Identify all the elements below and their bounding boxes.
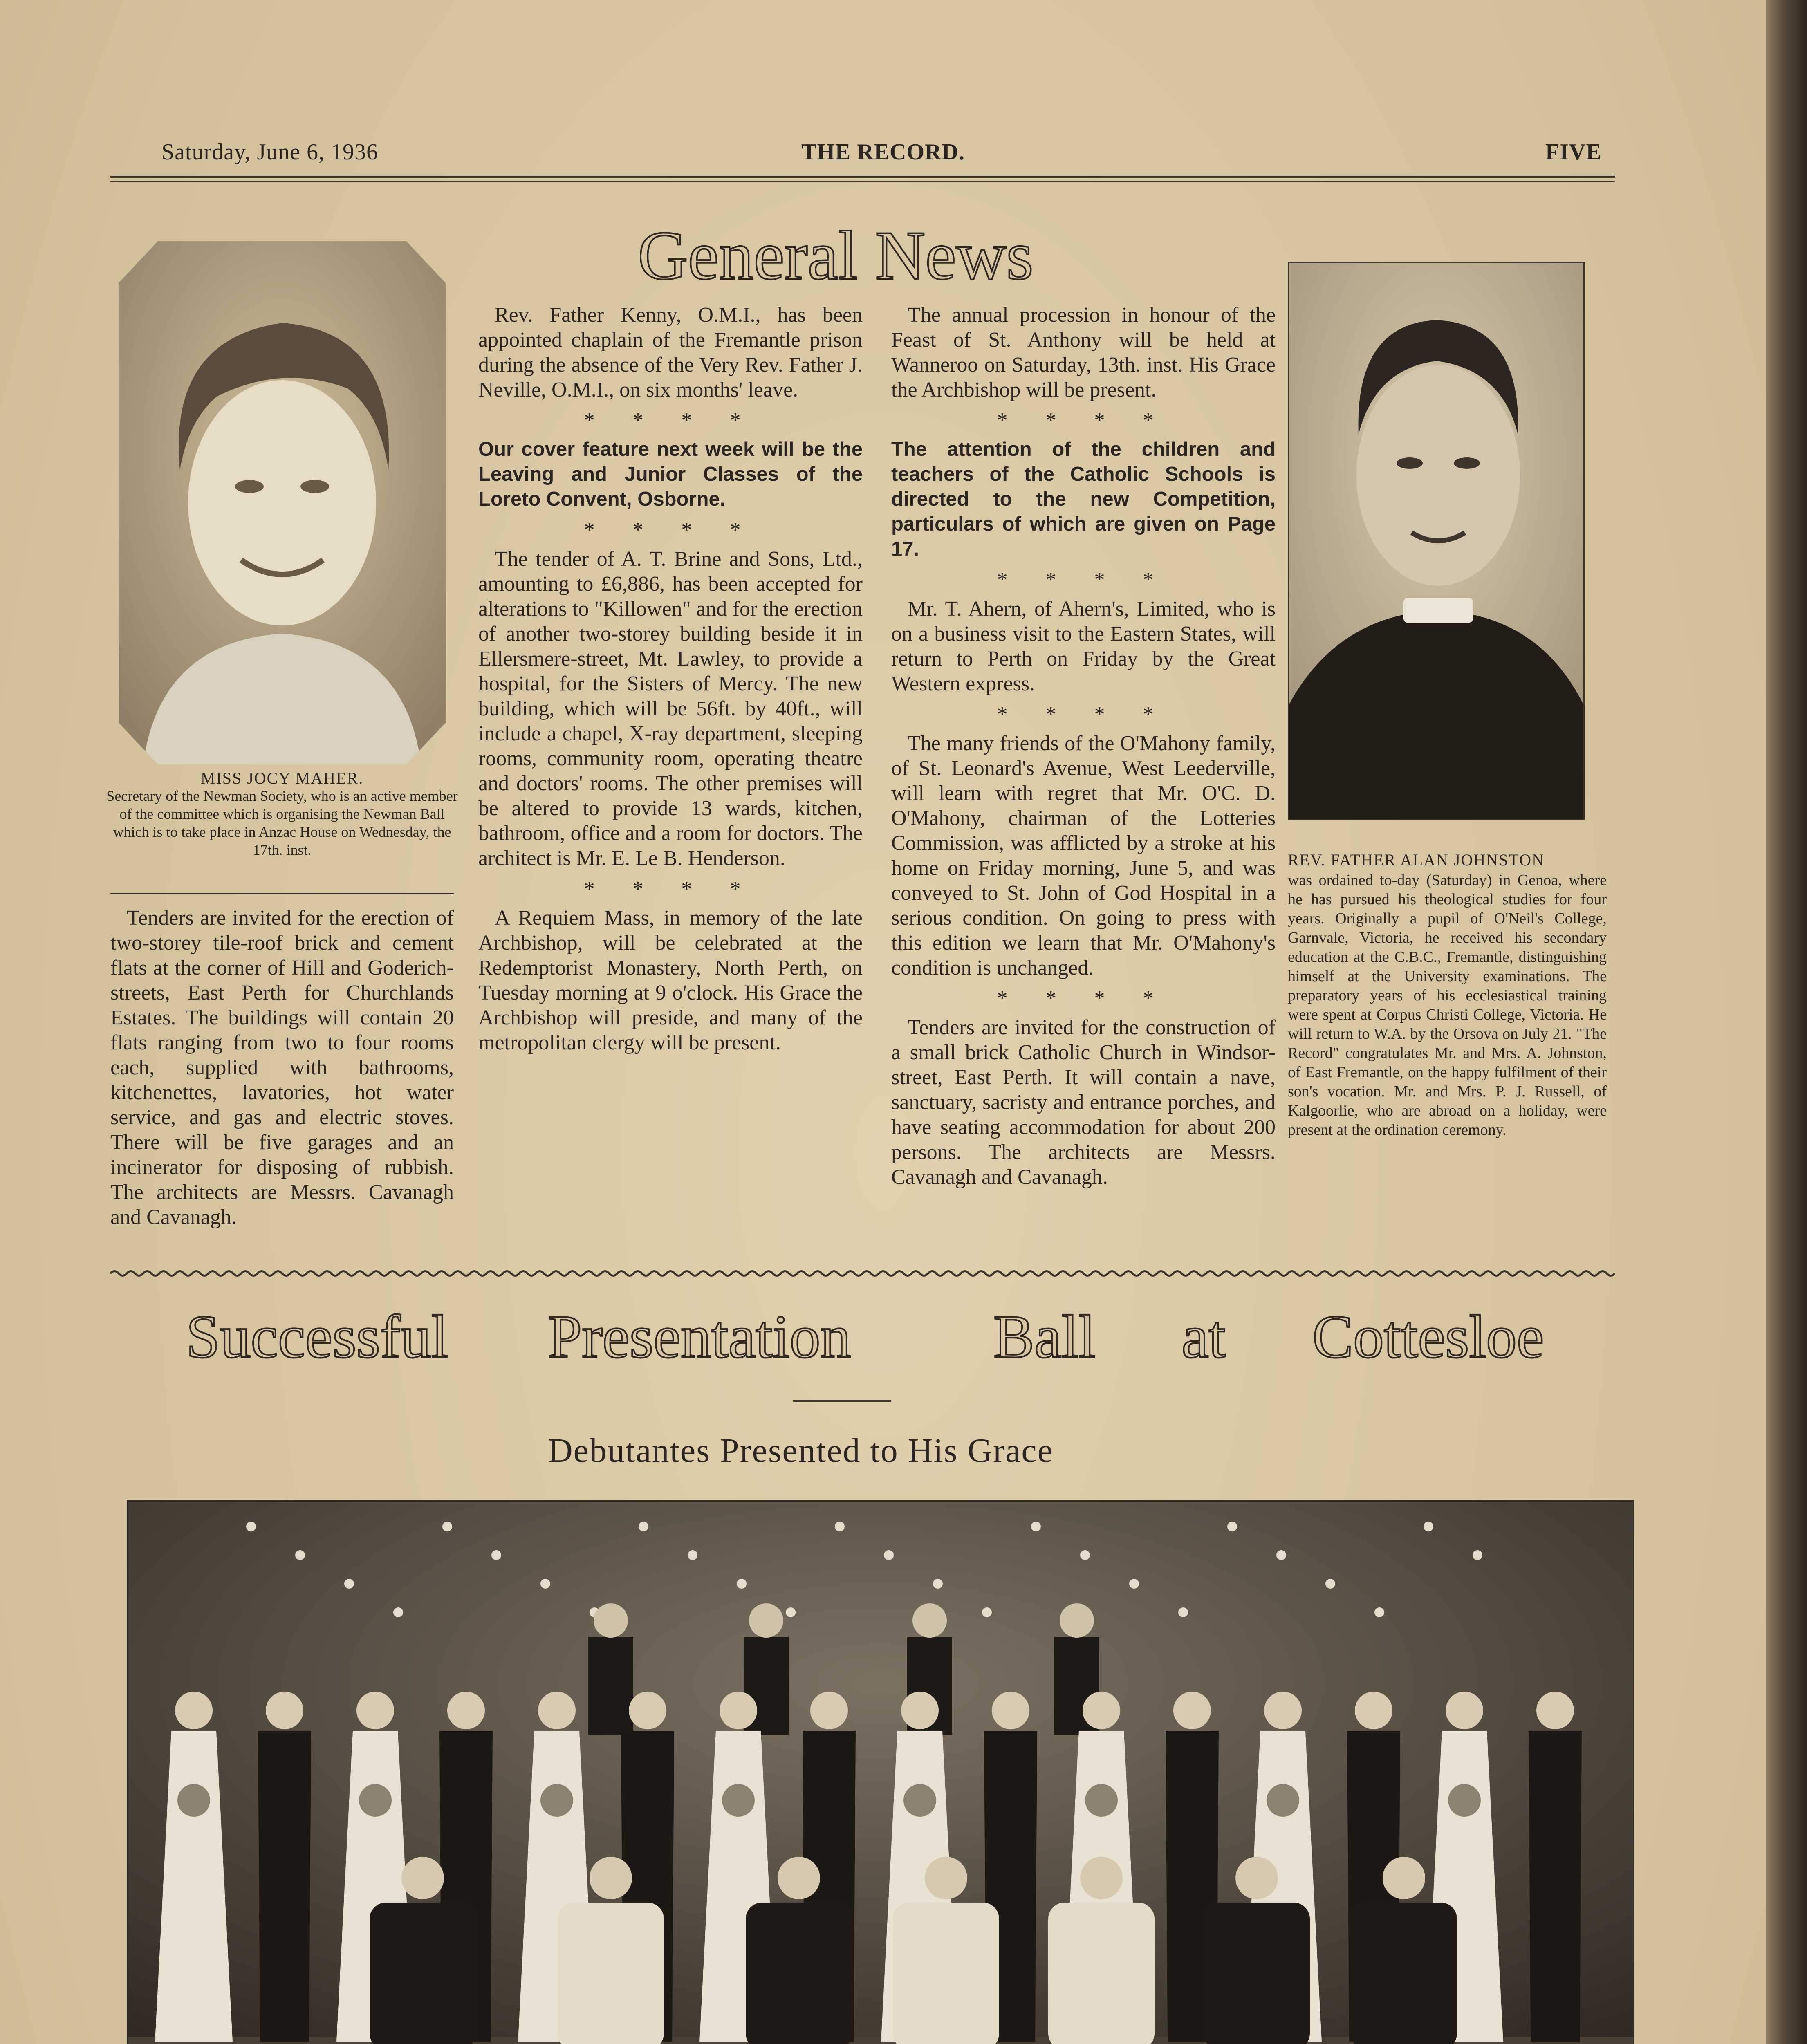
backdrop-star-icon xyxy=(344,1579,354,1589)
backdrop-star-icon xyxy=(786,1607,796,1617)
backdrop-star-icon xyxy=(933,1579,943,1589)
bouquet-icon xyxy=(722,1784,755,1817)
gn-col2-paragraph-4: Mr. T. Ahern, of Ahern's, Limited, who is on a business visit to the Eastern States, will return to Perth on Friday by the Great Western express. xyxy=(891,597,1276,695)
partner-figure xyxy=(258,1731,311,2042)
seated-figure-body xyxy=(1048,1903,1155,2044)
standing-figure-head xyxy=(538,1692,576,1729)
gn-col2-paragraph-0: The annual procession in honour of the Feast of St. Anthony will be held at Wanneroo on Saturday, 13th. inst. His Grace the Archbishop will be present. xyxy=(891,303,1276,401)
standing-figure-head xyxy=(1173,1692,1211,1729)
header-rule-thin xyxy=(110,181,1615,182)
backdrop-star-icon xyxy=(1178,1607,1188,1617)
backdrop-star-icon xyxy=(1473,1550,1482,1560)
gn-col1-paragraph-0: Rev. Father Kenny, O.M.I., has been appointed chaplain of the Fremantle prison during the absence of the Very Rev. Father J. Neville, O.M.I., on six months' leave. xyxy=(478,303,863,401)
seated-figure-head xyxy=(925,1857,967,1899)
left-tender-column xyxy=(110,905,454,1257)
seated-figure-body xyxy=(558,1903,664,2044)
bouquet-icon xyxy=(540,1784,573,1817)
ball-title-rule xyxy=(793,1400,891,1402)
standing-figure-head xyxy=(175,1692,213,1729)
backdrop-star-icon xyxy=(1276,1550,1286,1560)
wavy-divider xyxy=(110,1267,1615,1280)
gn-col2-separator-1: * * * * xyxy=(997,409,1170,432)
standing-figure-head xyxy=(720,1692,757,1729)
backdrop-star-icon xyxy=(1325,1579,1335,1589)
gn-col2-separator-5: * * * * xyxy=(997,703,1170,726)
general-news-col2 xyxy=(891,303,1276,1259)
header-page-number: FIVE xyxy=(1545,139,1602,165)
backdrop-star-icon xyxy=(1227,1522,1237,1531)
standing-figure-head xyxy=(992,1692,1029,1729)
left-photo-name: MISS JOCY MAHER. xyxy=(200,769,364,787)
backdrop-star-icon xyxy=(884,1550,894,1560)
back-row-figure-head xyxy=(749,1603,783,1638)
photo-jocy-maher xyxy=(119,241,446,764)
left-tender-text: Tenders are invited for the erection of two-storey tile-roof brick and cement flats at the corner of Hill and Goderich-streets, East Perth for Churchlands Estates. The buildings will contain 20 flats ranging from two to four rooms each, supplied with bathrooms, kitchenettes, lavatories, hot water service, and gas and electric stoves. There will be five garages and an incinerator for disposing of rubbish. The architects are Messrs. Cavanagh and Cavanagh. xyxy=(110,906,454,1229)
standing-figure-head xyxy=(1083,1692,1120,1729)
header-date: Saturday, June 6, 1936 xyxy=(161,139,379,165)
backdrop-star-icon xyxy=(688,1550,697,1560)
standing-figure-head xyxy=(447,1692,485,1729)
seated-figure-head xyxy=(1383,1857,1425,1899)
seated-figure-body xyxy=(1204,1903,1310,2044)
seated-figure-head xyxy=(590,1857,632,1899)
gn-col1-paragraph-6: A Requiem Mass, in memory of the late Archbishop, will be celebrated at the Redemptorist Monastery, North Perth, on Tuesday morning at 9 o'clock. His Grace the Archbishop will preside, and many of the metropolitan clergy will be present. xyxy=(478,906,863,1054)
gn-col1-separator-1: * * * * xyxy=(584,409,757,432)
portrait-priest-icon xyxy=(1289,263,1583,819)
backdrop-star-icon xyxy=(982,1607,992,1617)
gn-col2-paragraph-8: Tenders are invited for the construction of a small brick Catholic Church in Windsor-street, East Perth. It will contain a nave, sanctuary, sacristy and entrance porches, and have seating accommodation for about 200 persons. The architects are Messrs. Cavanagh and Cavanagh. xyxy=(891,1016,1276,1189)
seated-figure-head xyxy=(1080,1857,1123,1899)
bouquet-icon xyxy=(1085,1784,1118,1817)
binding-spine xyxy=(1766,0,1807,2044)
seated-figure-body xyxy=(893,1903,999,2044)
backdrop-star-icon xyxy=(639,1522,648,1531)
backdrop-star-icon xyxy=(540,1579,550,1589)
ball-title-word-1: Successful xyxy=(186,1303,448,1371)
portrait-woman-icon xyxy=(119,241,446,764)
seated-figure-head xyxy=(1235,1857,1278,1899)
bouquet-icon xyxy=(904,1784,936,1817)
standing-figure-head xyxy=(1355,1692,1392,1729)
standing-figure-head xyxy=(1446,1692,1483,1729)
gn-col2-separator-3: * * * * xyxy=(997,568,1170,592)
ball-title-word-2: Presentation xyxy=(548,1303,851,1371)
backdrop-star-icon xyxy=(1424,1522,1433,1531)
group-photo xyxy=(127,1500,1634,2044)
header-rule xyxy=(110,176,1615,178)
left-caption-rule xyxy=(110,893,454,894)
backdrop-star-icon xyxy=(442,1522,452,1531)
gn-col1-separator-5: * * * * xyxy=(584,877,757,901)
backdrop-star-icon xyxy=(295,1550,305,1560)
general-news-col1 xyxy=(478,303,863,1259)
seated-figure-body xyxy=(1351,1903,1457,2044)
standing-figure-head xyxy=(810,1692,848,1729)
ball-title-word-5: Cottesloe xyxy=(1312,1303,1544,1371)
bouquet-icon xyxy=(1267,1784,1299,1817)
right-photo-name: REV. FATHER ALAN JOHNSTON xyxy=(1288,851,1545,869)
group-portrait-icon xyxy=(128,1502,1633,2044)
backdrop-star-icon xyxy=(393,1607,403,1617)
standing-figure-head xyxy=(901,1692,939,1729)
seated-figure-head xyxy=(778,1857,820,1899)
right-photo-caption: was ordained to-day (Saturday) in Genoa, where he has pursued his theological studies for four years. Originally a pupil of O'Neil's College, Garnvale, Victoria, he received his secondary education at the C.B.C., Fremantle, distinguishing himself at the University examinations. The preparatory years of his ecclesiastical training were spent at Corpus Christi College, Victoria. He will return to W.A. by the Orsova on July 21. "The Record" congratulates Mr. and Mrs. A. Johnston, of East Fremantle, on the happy fulfilment of their son's vocation. Mr. and Mrs. P. J. Russell, of Kalgoorlie, who are abroad on a holiday, were present at the ordination ceremony. xyxy=(1288,872,1607,1139)
backdrop-star-icon xyxy=(491,1550,501,1560)
seated-figure-head xyxy=(401,1857,444,1899)
backdrop-star-icon xyxy=(246,1522,256,1531)
gn-col1-paragraph-4: The tender of A. T. Brine and Sons, Ltd., amounting to £6,886, has been accepted for alterations to "Killowen" and for the erection of another two-storey building beside it in Ellersmere-street, Mt. Lawley, to provide a hospital, for the Sisters of Mercy. The new building, which will be 56ft. by 40ft., will include a chapel, X-ray department, sleeping rooms, community room, operating theatre and doctors' rooms. The other premises will be altered to provide 13 wards, kitchen, bathroom, office and a room for doctors. The architect is Mr. E. Le B. Henderson. xyxy=(478,547,863,870)
standing-figure-head xyxy=(1264,1692,1302,1729)
backdrop-star-icon xyxy=(1374,1607,1384,1617)
backdrop-star-icon xyxy=(835,1522,845,1531)
ball-title-word-3: Ball xyxy=(993,1303,1096,1371)
back-row-figure-head xyxy=(1060,1603,1094,1638)
general-news-title: General News xyxy=(638,217,1034,294)
left-photo-caption: Secretary of the Newman Society, who is an active member of the committee which is organising the Newman Ball which is to take place in Anzac House on Wednesday, the 17th. inst. xyxy=(106,788,458,858)
gn-col2-paragraph-2: The attention of the children and teachers of the Catholic Schools is directed to the new Competition, particulars of which are given on Page 17. xyxy=(891,438,1276,560)
photo-alan-johnston xyxy=(1288,262,1585,820)
back-row-figure-head xyxy=(912,1603,947,1638)
header-paper-name: THE RECORD. xyxy=(801,139,965,165)
back-row-figure-head xyxy=(594,1603,628,1638)
backdrop-star-icon xyxy=(1031,1522,1041,1531)
standing-figure-head xyxy=(356,1692,394,1729)
bouquet-icon xyxy=(359,1784,392,1817)
ball-subtitle: Debutantes Presented to His Grace xyxy=(548,1432,1054,1470)
back-row-figure-body xyxy=(588,1637,633,1735)
bouquet-icon xyxy=(1448,1784,1481,1817)
standing-figure-head xyxy=(266,1692,303,1729)
standing-figure-head xyxy=(629,1692,666,1729)
bouquet-icon xyxy=(177,1784,210,1817)
gn-col2-separator-7: * * * * xyxy=(997,987,1170,1010)
partner-figure xyxy=(1529,1731,1582,2042)
ball-title-word-4: at xyxy=(1182,1303,1226,1371)
backdrop-star-icon xyxy=(1080,1550,1090,1560)
gn-col2-paragraph-6: The many friends of the O'Mahony family, of St. Leonard's Avenue, West Leederville, will learn with regret that Mr. O'C. D. O'Mahony, chairman of the Lotteries Commission, was afflicted by a stroke at his home on Friday morning, June 5, and was conveyed to St. John of God Hospital in a serious condition. On going to press with this edition we learn that Mr. O'Mahony's condition is unchanged. xyxy=(891,732,1276,979)
standing-figure-head xyxy=(1536,1692,1574,1729)
gn-col1-paragraph-2: Our cover feature next week will be the Leaving and Junior Classes of the Loreto Convent, Osborne. xyxy=(478,438,863,510)
right-photo-caption-column xyxy=(1288,871,1607,1251)
seated-figure-body xyxy=(746,1903,852,2044)
backdrop-star-icon xyxy=(1129,1579,1139,1589)
gn-col1-separator-3: * * * * xyxy=(584,518,757,542)
backdrop-star-icon xyxy=(737,1579,747,1589)
seated-figure-body xyxy=(370,1903,476,2044)
